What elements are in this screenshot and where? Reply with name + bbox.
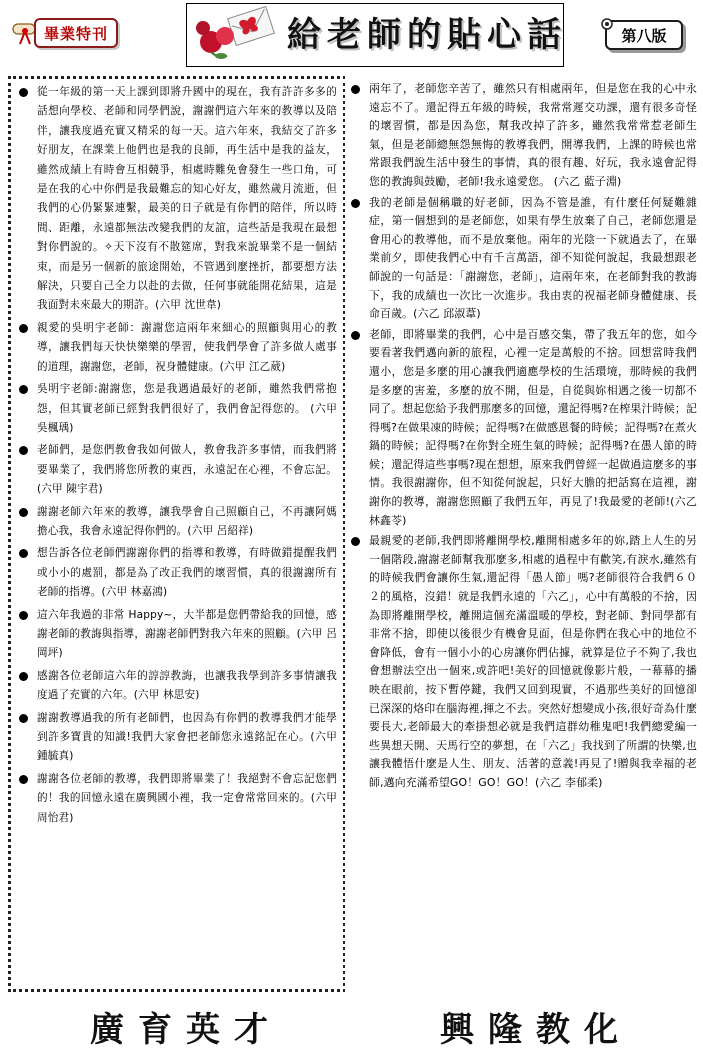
bullet-icon (19, 672, 28, 681)
list-item: 吳明宇老師:謝謝您，您是我遇過最好的老師，雖然我們常抱怨，但其實老師已經對我們很好了，我們會記得您的。 (六甲 吳楓瑀) (17, 380, 337, 438)
motto-left: 廣育英才 (90, 1010, 282, 1050)
list-item: 想告訴各位老師們謝謝你們的指導和教導，有時做錯提醒我們或小小的處罰，都是為了改正我們的壞習慣，真的很謝謝所有老師的指導。(六甲 林嘉鴻) (17, 544, 337, 602)
bullet-icon (351, 199, 360, 208)
motto-right: 興隆教化 (440, 1010, 632, 1050)
rose-envelope-icon (191, 6, 279, 64)
bullet-icon (351, 331, 360, 340)
bullet-icon (19, 775, 28, 784)
section-badge (10, 12, 118, 46)
bullet-icon (19, 88, 28, 97)
page-footer (0, 1000, 703, 1058)
issue-label: 第八版 (605, 20, 683, 50)
right-column (345, 76, 701, 992)
list-item: 老師們，是您們教會我如何做人，教會我許多事情，而我們將要畢業了，我們將您所教的東西，永遠記在心裡，不會忘記。(六甲 陳宇君) (17, 441, 337, 499)
bullet-icon (19, 385, 28, 394)
list-item: 謝謝老師六年來的教導，讓我學會自己照顧自己，不再讓阿媽擔心我，我會永遠記得你們的。(六甲 呂紹祥) (17, 503, 337, 542)
list-item: 謝謝教導過我的所有老師們，也因為有你們的教導我們才能學到許多寶貴的知識!我們大家會把老師您永遠銘記在心。(六甲 鍾毓真) (17, 709, 337, 767)
list-item: 兩年了，老師您辛苦了，雖然只有相處兩年，但是您在我的心中永遠忘不了。還記得五年級的時候，我常常遲交功課，還有很多奇怪的壞習慣，都是因為您，幫我改掉了許多，雖然我常常惹老師生氣，但是老師總無怨無悔的教導我們，開導我們，上課的時候也常常跟我們說生活中發生的事情，真的很有趣、好玩，我永遠會記得您的教誨與鼓勵，老師!我永遠愛您。 (六乙 藍子淵) (349, 80, 697, 192)
list-item: 謝謝各位老師的教導，我們即將畢業了！我絕對不會忘記您們的！我的回憶永遠在廣興國小裡，我一定會常常回來的。(六甲 周怡君) (17, 770, 337, 828)
pin-icon (599, 16, 615, 32)
bullet-icon (19, 714, 28, 723)
page-header (0, 0, 703, 72)
list-item: 親愛的吳明宇老師：謝謝您這兩年來細心的照顧與用心的教導，讓我們每天快快樂樂的學習，使我們學會了許多做人處事的道理，謝謝您，老師，祝身體健康。(六甲 江乙葳) (17, 319, 337, 377)
list-item: 我的老師是個稱職的好老師，因為不管是誰，有什麼任何疑難雜症，第一個想到的是老師您，如果有學生放棄了自己，老師您還是會用心的教導他，而不是放棄他。兩年的光陰一下就過去了，在畢業前夕，即使我們心中有千言萬語，卻不知從何說起，我最想跟老師說的一句話是：「謝謝您，老師」，這兩年來，在老師對我的教誨下，我的成績也一次比一次進步。我由衷的祝福老師身體健康、長命百歲。(六乙 邱淑葦) (349, 194, 697, 324)
left-column (8, 76, 346, 992)
list-item: 從一年級的第一天上課到即將升國中的現在，我有許許多多的話想向學校、老師和同學們說，謝謝們這六年來的教導以及陪伴，讓我度過充實又精采的每一天。這六年來，我結交了許多好朋友，在課業上他們也是我的良師，再生活中是我的益友，雖然成績上有時會互相競爭，相處時難免會發生一些口角，可是在我的心中你們是我最難忘的知心好友，雖然歲月流逝，但我們的心仍緊緊連繫，最美的日子就是有你們的陪伴，所以時間、距離，永遠都無法改變我們的友誼，這些話是我現在最想對你們說的。✧天下沒有不散筵席，對我來說畢業不是一個結束，而是另一個新的旅途開始，不管遇到麼挫折，都要想方法解決，只要自己全力以赴的去做，任何事就能開花結果，這是我面對未來最大的期許。(六甲 沈世韋) (17, 83, 337, 316)
list-item: 最親愛的老師,我們即將離開學校,離開相處多年的妳,踏上人生的另一個階段,謝謝老師幫我那麼多,相處的過程中有歡笑,有淚水,雖然有的時候我們會讓你生氣,還記得「愚人節」嗎?老師很符合我們６０２的風格，沒錯！就是我們永遠的「六乙」，心中有萬般的不捨，因為即將離開學校，離開這個充滿溫暖的學校，對老師、對同學都有非常不捨，即使以後很少有機會見面，但是你們在我心中的地位不會降低，會有一個小小的心房讓你們佔據，就算是位子不夠了,我也會想辦法空出一個來,或許吧!美好的回憶就像影片般，一幕幕的播映在眼前，按下暫停鍵，我們又回到現實，不過那些美好的回憶卻已深深的烙印在腦海裡,揮之不去。突然好想變成小孩,很好奇為什麼要長大,老師最大的牽掛想必就是我們這群幼稚鬼吧!我們總愛編一些異想天開、天馬行空的夢想，在「六乙」我找到了所謂的快樂,也讓我體悟什麼是人生、朋友、活著的意義!再見了!贈與我幸福的老師,邁向充滿希望GO！GO！GO！(六乙 李郁柔) (349, 532, 697, 792)
bullet-icon (19, 549, 28, 558)
section-label: 畢業特刊 (34, 18, 118, 48)
title-box (186, 3, 567, 67)
list-item: 這六年我過的非常 Happy~，大半都是您們帶給我的回憶，感謝老師的教誨與指導，謝謝老師們對我六年來的照顧。(六甲 呂岡坪) (17, 606, 337, 664)
bullet-icon (351, 537, 360, 546)
list-item: 老師，即將畢業的我們，心中是百感交集，帶了我五年的您，如今要看著我們邁向新的旅程，心裡一定是萬般的不捨。回想當時我們還小，您是多麼的用心讓我們適應學校的生活環境，那時候的我們是多麼的害羞，多麼的放不開，但是，自從與妳相遇之後一切都不同了。想起您給予我們那麼多的回憶，還記得嗎?在榨果汁時候；記得嗎?在做果凍的時候；記得嗎?在做感恩餐的時候；記得嗎?在煮火鍋的時候；記得嗎?在你對全班生氣的時候；記得嗎?在愚人節的時候；還記得這些事嗎?現在想想，原來我們曾經一起做過這麼多的事情。我很謝謝你，但不知從何說起，只好大膽的把話寫在這裡，謝謝你的教導，謝謝您照顧了我們五年，再見了!我最愛的老師!(六乙 林鑫苓) (349, 326, 697, 531)
issue-badge (597, 14, 695, 54)
bullet-icon (351, 85, 360, 94)
bullet-icon (19, 508, 28, 517)
bullet-icon (19, 324, 28, 333)
bullet-icon (19, 446, 28, 455)
list-item: 感謝各位老師這六年的諄諄教誨，也讓我我學到許多事情讓我度過了充實的六年。(六甲 林思安) (17, 667, 337, 706)
page-title: 給老師的貼心話 (287, 15, 567, 55)
bullet-icon (19, 611, 28, 620)
